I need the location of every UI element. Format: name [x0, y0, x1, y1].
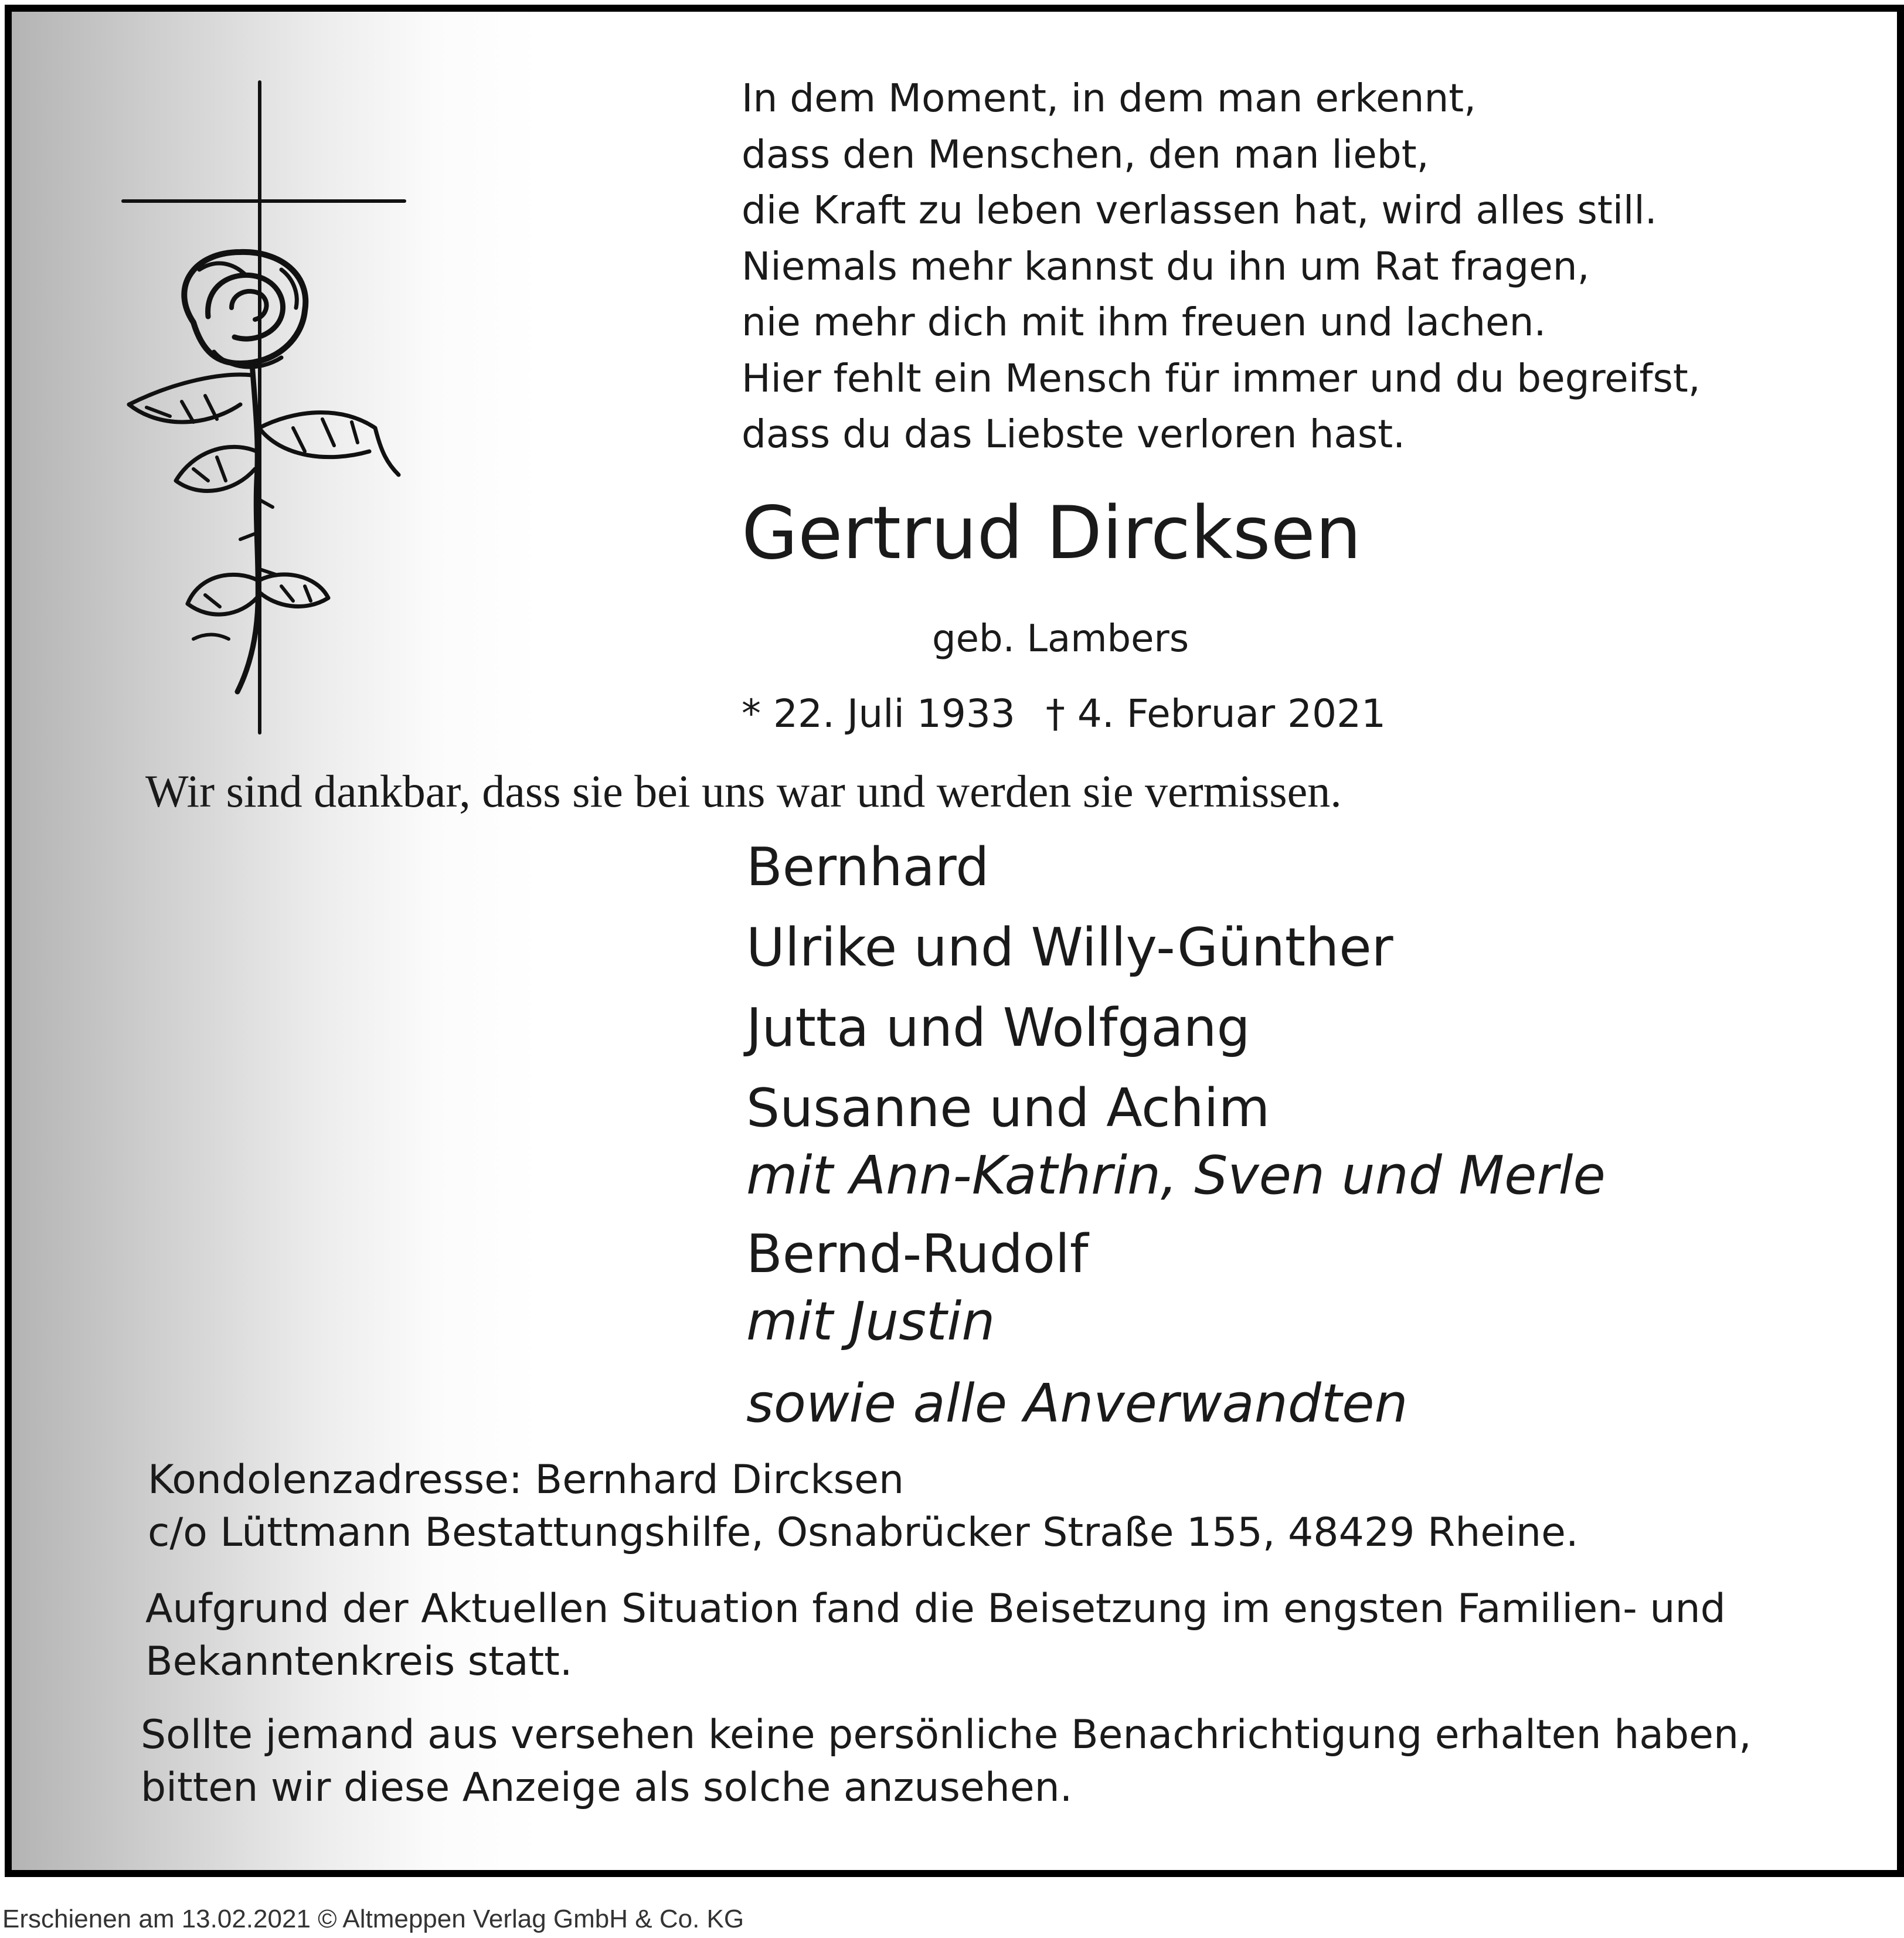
- obituary-frame: [5, 5, 1904, 1877]
- poem-line: die Kraft zu leben verlassen hat, wird alles still.: [742, 188, 1657, 233]
- poem-line: Niemals mehr kannst du ihn um Rat fragen,: [742, 243, 1590, 289]
- family-member: Ulrike und Willy-Günther: [746, 917, 1393, 978]
- notification-note: [141, 1709, 1752, 1814]
- relatives-line: sowie alle Anverwandten: [746, 1373, 1408, 1434]
- poem: [742, 70, 1701, 463]
- life-dates: [742, 686, 1386, 742]
- condolence-address: [148, 1454, 1579, 1559]
- poem-line: nie mehr dich mit ihm freuen und lachen.: [742, 300, 1546, 345]
- poem-line: Hier fehlt ein Mensch für immer und du begreifst,: [742, 355, 1701, 401]
- family-member: Bernd-Rudolf: [746, 1223, 1089, 1285]
- thanks-line: Wir sind dankbar, dass sie bei uns war und werden sie vermissen.: [145, 766, 1342, 817]
- birth-name: geb. Lambers: [932, 617, 1189, 661]
- burial-line: Bekanntenkreis statt.: [145, 1638, 573, 1685]
- family-member: Susanne und Achim: [746, 1077, 1270, 1139]
- condolence-line: Kondolenzadresse: Bernhard Dircksen: [148, 1457, 905, 1503]
- cross-rose-icon: [106, 76, 434, 739]
- family-member: Jutta und Wolfgang: [746, 997, 1250, 1059]
- notice-line: bitten wir diese Anzeige als solche anzusehen.: [141, 1764, 1073, 1811]
- burial-note: [145, 1583, 1726, 1688]
- poem-line: dass den Menschen, den man liebt,: [742, 131, 1429, 177]
- death-date: † 4. Februar 2021: [1045, 691, 1386, 736]
- burial-line: Aufgrund der Aktuellen Situation fand die Beisetzung im engsten Familien- und: [145, 1586, 1726, 1632]
- notice-line: Sollte jemand aus versehen keine persönliche Benachrichtigung erhalten haben,: [141, 1712, 1752, 1758]
- family-member-children: mit Justin: [746, 1291, 995, 1352]
- publication-footer: Erschienen am 13.02.2021 © Altmeppen Verlag GmbH & Co. KG: [2, 1905, 744, 1933]
- family-member: Bernhard: [746, 837, 990, 898]
- birth-date: * 22. Juli 1933: [742, 691, 1015, 736]
- poem-line: In dem Moment, in dem man erkennt,: [742, 76, 1477, 121]
- condolence-line: c/o Lüttmann Bestattungshilfe, Osnabrücker Straße 155, 48429 Rheine.: [148, 1509, 1579, 1556]
- family-member-children: mit Ann-Kathrin, Sven und Merle: [746, 1145, 1606, 1206]
- deceased-name: Gertrud Dircksen: [742, 491, 1362, 576]
- poem-line: dass du das Liebste verloren hast.: [742, 412, 1406, 457]
